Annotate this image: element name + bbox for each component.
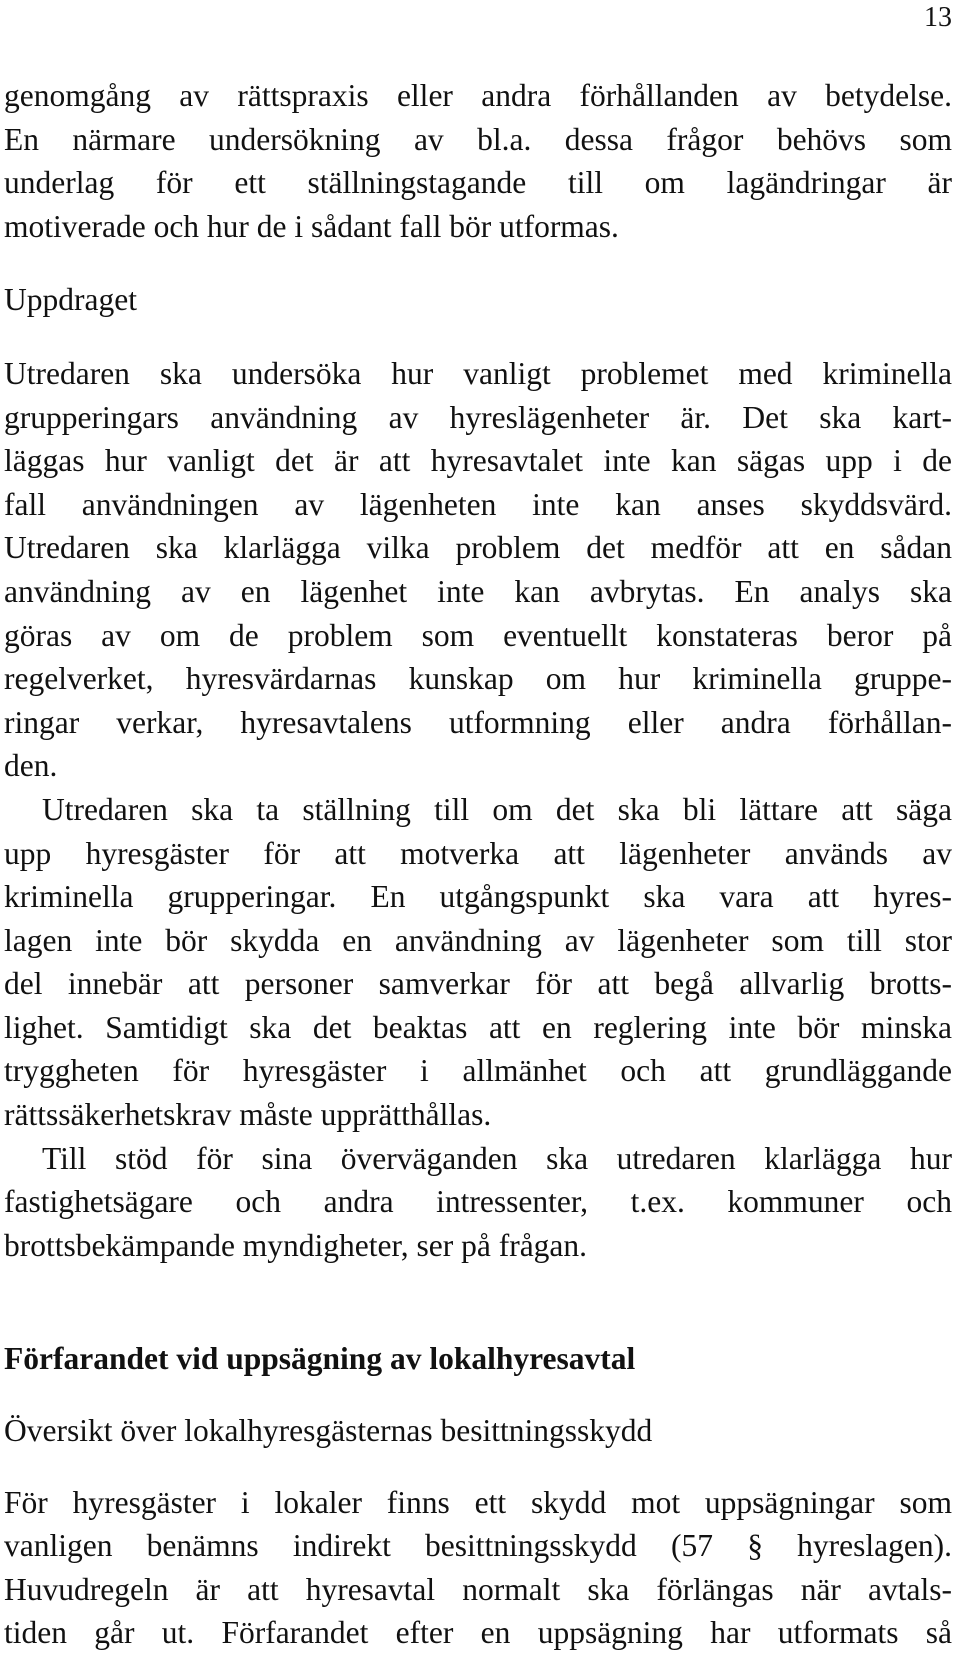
- text-line: brottsbekämpande myndigheter, ser på frågan.: [4, 1227, 588, 1263]
- text-line: lagen inte bör skydda en användning av lägenheter som till stor: [4, 922, 952, 958]
- text-line: Utredaren ska klarlägga vilka problem det medför att en sådan: [4, 530, 952, 566]
- paragraph-uppdraget-3: [4, 1137, 952, 1268]
- text-line: den.: [4, 748, 58, 784]
- text-line: grupperingars användning av hyreslägenheter är. Det ska kart-: [4, 399, 952, 435]
- text-line: fastighetsägare och andra intressenter, t.ex. kommuner och: [4, 1184, 952, 1220]
- paragraph-intro: [4, 74, 952, 248]
- section-heading-uppdraget: Uppdraget: [4, 282, 137, 318]
- text-line: Utredaren ska ta ställning till om det ska bli lättare att säga: [42, 791, 952, 827]
- text-line: regelverket, hyresvärdarnas kunskap om hur kriminella gruppe-: [4, 661, 952, 697]
- text-line: del innebär att personer samverkar för att begå allvarlig brotts-: [4, 966, 952, 1002]
- text-line: underlag för ett ställningstagande till om lagändringar är: [4, 165, 952, 201]
- text-line: användning av en lägenhet inte kan avbrytas. En analys ska: [4, 573, 952, 609]
- text-line: genomgång av rättspraxis eller andra förhållanden av betydelse.: [4, 78, 952, 113]
- text-line: fall användningen av lägenheten inte kan anses skyddsvärd.: [4, 486, 952, 522]
- text-line: Utredaren ska undersöka hur vanligt problemet med kriminella: [4, 355, 952, 391]
- text-line: rättssäkerhetskrav måste upprätthållas.: [4, 1097, 492, 1133]
- text-line: Till stöd för sina överväganden ska utredaren klarlägga hur: [42, 1140, 952, 1176]
- text-line: upp hyresgäster för att motverka att lägenheter används av: [4, 835, 952, 871]
- paragraph-uppdraget-1: [4, 352, 952, 788]
- text-line: Huvudregeln är att hyresavtal normalt ska förlängas när avtals-: [4, 1571, 952, 1607]
- section-heading-forfarandet: Förfarandet vid uppsägning av lokalhyresavtal: [4, 1341, 636, 1377]
- paragraph-oversikt: [4, 1481, 952, 1655]
- text-line: motiverade och hur de i sådant fall bör utformas.: [4, 208, 619, 244]
- text-line: ringar verkar, hyresavtalens utformning eller andra förhållan-: [4, 704, 952, 740]
- document-body: [4, 74, 952, 1655]
- text-line: En närmare undersökning av bl.a. dessa frågor behövs som: [4, 121, 952, 157]
- text-line: lighet. Samtidigt ska det beaktas att en reglering inte bör minska: [4, 1009, 952, 1045]
- paragraph-uppdraget-2: [4, 788, 952, 1137]
- text-line: vanligen benämns indirekt besittningsskydd (57 § hyreslagen).: [4, 1528, 952, 1564]
- subsection-heading-oversikt: Översikt över lokalhyresgästernas besittningsskydd: [4, 1413, 653, 1449]
- text-line: För hyresgäster i lokaler finns ett skydd mot uppsägningar som: [4, 1484, 952, 1520]
- text-line: tryggheten för hyresgäster i allmänhet och att grundläggande: [4, 1053, 952, 1089]
- text-line: göras av om de problem som eventuellt konstateras beror på: [4, 617, 952, 653]
- page-number: 13: [924, 2, 952, 33]
- text-line: läggas hur vanligt det är att hyresavtalet inte kan sägas upp i de: [4, 443, 952, 479]
- text-line: tiden går ut. Förfarandet efter en uppsägning har utformats så: [4, 1615, 952, 1651]
- text-line: kriminella grupperingar. En utgångspunkt ska vara att hyres-: [4, 879, 952, 915]
